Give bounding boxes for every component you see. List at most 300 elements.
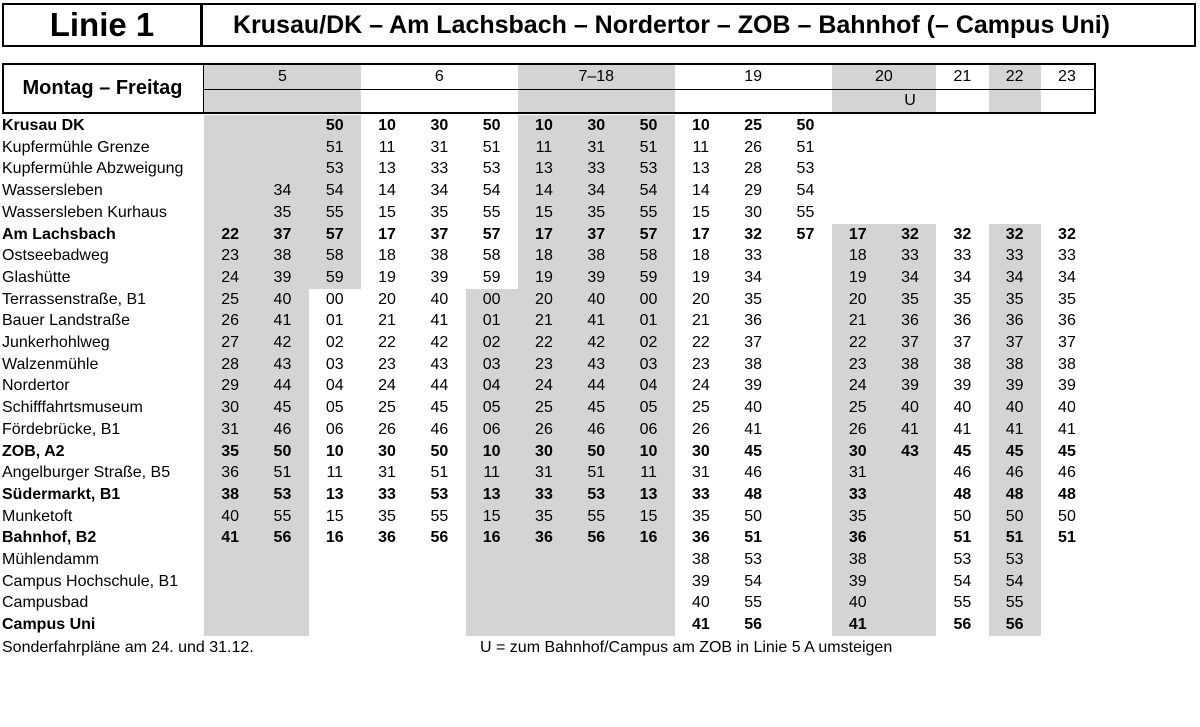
departure-time: 06 [639, 420, 658, 438]
departure-time: 31 [221, 420, 240, 438]
departure-time: 33 [430, 160, 449, 178]
departure-time: 55 [1005, 594, 1024, 612]
departure-time: 26 [378, 420, 396, 438]
cell-shade [884, 484, 936, 506]
departure-time: 25 [691, 399, 710, 417]
stop-name: Walzenmühle [2, 355, 99, 373]
departure-time: 01 [639, 312, 658, 330]
cell-shade [256, 115, 308, 137]
departure-time: 39 [587, 268, 606, 286]
stop-name: Campus Hochschule, B1 [2, 572, 179, 590]
departure-time: 51 [325, 138, 344, 156]
stop-name: Am Lachsbach [2, 225, 116, 243]
cell-shade [204, 180, 256, 202]
departure-time: 33 [691, 485, 710, 503]
cell-shade [466, 592, 518, 614]
stop-name: Nordertor [2, 377, 70, 395]
departure-time: 30 [378, 442, 396, 460]
departure-time: 39 [953, 377, 972, 395]
departure-time: 30 [535, 442, 553, 460]
stop-name: Südermarkt, B1 [2, 485, 121, 503]
departure-time: 31 [848, 464, 867, 482]
departure-time: 04 [325, 377, 344, 395]
stop-name: Campusbad [2, 594, 89, 612]
cell-shade [570, 549, 622, 571]
cell-shade [204, 137, 256, 159]
cell-shade [256, 549, 308, 571]
departure-time: 26 [691, 420, 710, 438]
cell-shade [884, 614, 936, 636]
departure-time: 30 [744, 203, 763, 221]
departure-time: 25 [848, 399, 867, 417]
cell-shade [256, 592, 308, 614]
cell-shade [884, 527, 936, 549]
departure-time: 37 [901, 334, 919, 351]
departure-time: 04 [639, 377, 658, 395]
departure-time: 34 [587, 182, 606, 200]
departure-time: 39 [691, 572, 710, 590]
stop-name: Fördebrücke, B1 [2, 420, 121, 438]
departure-time: 39 [430, 268, 449, 286]
departure-time: 23 [691, 355, 710, 373]
departure-time: 19 [691, 268, 710, 286]
departure-time: 48 [1058, 485, 1076, 503]
cell-shade [466, 614, 518, 636]
departure-time: 50 [744, 507, 763, 525]
departure-time: 36 [691, 529, 710, 547]
departure-time: 33 [378, 485, 396, 503]
departure-time: 55 [325, 203, 344, 221]
departure-time: 53 [325, 160, 344, 178]
departure-time: 42 [430, 334, 449, 351]
departure-time: 03 [325, 355, 344, 373]
departure-time: 41 [1058, 420, 1076, 438]
departure-time: 31 [430, 138, 449, 156]
departure-time: 33 [1058, 247, 1076, 265]
departure-time: 31 [691, 464, 710, 482]
stop-name: Terrassenstraße, B1 [2, 290, 147, 308]
departure-time: 22 [378, 334, 396, 351]
cell-shade [622, 571, 674, 593]
cell-shade [256, 614, 308, 636]
cell-shade [204, 549, 256, 571]
departure-time: 54 [953, 572, 972, 590]
departure-time: 24 [221, 268, 240, 286]
departure-time: 54 [796, 182, 815, 200]
departure-time: 55 [430, 507, 449, 525]
departure-time: 33 [1005, 247, 1024, 265]
departure-time: 39 [901, 377, 919, 395]
departure-time: 10 [535, 117, 553, 134]
departure-time: 24 [691, 377, 710, 395]
departure-time: 53 [639, 160, 658, 178]
departure-time: 50 [953, 507, 972, 525]
departure-time: 22 [221, 225, 240, 243]
stop-name: Wassersleben [2, 182, 103, 200]
departure-time: 18 [378, 247, 396, 265]
departure-time: 23 [378, 355, 396, 373]
departure-time: 41 [221, 529, 240, 547]
departure-time: 46 [430, 420, 449, 438]
departure-time: 25 [535, 399, 553, 417]
departure-time: 38 [744, 355, 763, 373]
departure-time: 15 [535, 203, 553, 221]
departure-time: 39 [744, 377, 763, 395]
departure-time: 33 [587, 160, 606, 178]
cell-shade [204, 158, 256, 180]
departure-time: 35 [535, 507, 553, 525]
cell-shade [622, 549, 674, 571]
departure-time: 27 [221, 334, 240, 351]
departure-time: 23 [535, 355, 553, 373]
departure-time: 34 [1058, 268, 1076, 286]
departure-time: 36 [1005, 312, 1024, 330]
cell-shade [466, 571, 518, 593]
departure-time: 30 [691, 442, 710, 460]
departure-time: 54 [482, 182, 501, 200]
departure-time: 38 [273, 247, 292, 265]
header-mid-rule [204, 89, 1096, 90]
departure-time: 33 [953, 247, 972, 265]
departure-time: 16 [639, 529, 658, 547]
departure-time: 13 [325, 485, 344, 503]
departure-time: 21 [535, 312, 553, 330]
departure-time: 15 [639, 507, 658, 525]
departure-time: 04 [482, 377, 501, 395]
departure-time: 13 [639, 485, 658, 503]
departure-time: 54 [325, 182, 344, 200]
departure-time: 36 [378, 529, 396, 547]
departure-time: 51 [1005, 529, 1024, 547]
stop-name: Angelburger Straße, B5 [2, 464, 171, 482]
departure-time: 35 [378, 507, 396, 525]
stop-name: Junkerhohlweg [2, 334, 110, 351]
departure-time: 29 [744, 182, 763, 200]
departure-time: 56 [587, 529, 606, 547]
departure-time: 53 [273, 485, 292, 503]
departure-time: 40 [901, 399, 919, 417]
header-bottom-rule [2, 112, 1096, 114]
departure-time: 37 [953, 334, 972, 351]
departure-time: 34 [273, 182, 292, 200]
departure-time: 03 [482, 355, 501, 373]
departure-time: 06 [325, 420, 344, 438]
departure-time: 53 [482, 160, 501, 178]
departure-time: 23 [221, 247, 240, 265]
departure-time: 24 [535, 377, 553, 395]
departure-time: 10 [325, 442, 344, 460]
departure-time: 33 [535, 485, 553, 503]
departure-time: 56 [744, 616, 763, 634]
departure-time: 40 [273, 290, 292, 308]
hour-header: 6 [434, 68, 444, 85]
departure-time: 25 [378, 399, 396, 417]
departure-time: 02 [482, 334, 501, 351]
departure-time: 45 [430, 399, 449, 417]
departure-time: 42 [273, 334, 292, 351]
departure-time: 44 [273, 377, 292, 395]
departure-time: 37 [587, 225, 606, 243]
departure-time: 51 [639, 138, 658, 156]
departure-time: 55 [796, 203, 815, 221]
departure-time: 40 [587, 290, 606, 308]
departure-time: 40 [1058, 399, 1076, 417]
departure-time: 38 [691, 551, 710, 568]
stop-name: Bauer Landstraße [2, 312, 131, 330]
departure-time: 55 [639, 203, 658, 221]
departure-time: 21 [378, 312, 396, 330]
departure-time: 46 [273, 420, 292, 438]
departure-time: 39 [1005, 377, 1024, 395]
departure-time: 55 [587, 507, 606, 525]
departure-time: 19 [378, 268, 396, 286]
departure-time: 37 [744, 334, 763, 351]
header-right-rule [1094, 63, 1096, 114]
stop-name: Ostseebadweg [2, 247, 109, 265]
departure-time: 31 [378, 464, 396, 482]
departure-time: 36 [1058, 312, 1076, 330]
departure-time: 05 [325, 399, 344, 417]
departure-time: 11 [535, 138, 553, 156]
departure-time: 36 [953, 312, 972, 330]
cell-shade [622, 614, 674, 636]
departure-time: 17 [691, 225, 710, 243]
departure-time: 21 [848, 312, 867, 330]
departure-time: 45 [1005, 442, 1024, 460]
cell-shade [518, 614, 570, 636]
departure-time: 37 [430, 225, 449, 243]
departure-time: 48 [744, 485, 763, 503]
departure-time: 40 [221, 507, 240, 525]
transfer-marker: U [904, 92, 916, 109]
departure-time: 17 [378, 225, 396, 243]
departure-time: 43 [587, 355, 606, 373]
departure-time: 57 [796, 225, 815, 243]
departure-time: 13 [482, 485, 501, 503]
departure-time: 38 [848, 551, 867, 568]
departure-time: 36 [901, 312, 919, 330]
cell-shade [518, 571, 570, 593]
departure-time: 34 [430, 182, 449, 200]
departure-time: 17 [848, 225, 867, 243]
departure-time: 15 [482, 507, 501, 525]
departure-time: 22 [848, 334, 867, 351]
stop-name: Kupfermühle Grenze [2, 138, 150, 156]
departure-time: 35 [221, 442, 240, 460]
cell-shade [518, 549, 570, 571]
departure-time: 41 [1005, 420, 1024, 438]
departure-time: 54 [639, 182, 658, 200]
line-number-title: Linie 1 [2, 3, 202, 47]
departure-time: 34 [744, 268, 763, 286]
departure-time: 35 [587, 203, 606, 221]
departure-time: 56 [273, 529, 292, 547]
departure-time: 31 [587, 138, 606, 156]
departure-time: 35 [430, 203, 449, 221]
departure-time: 25 [744, 117, 763, 134]
stop-name: Schifffahrtsmuseum [2, 399, 143, 417]
departure-time: 26 [848, 420, 867, 438]
departure-time: 38 [221, 485, 240, 503]
departure-time: 32 [744, 225, 763, 243]
departure-time: 53 [744, 551, 763, 568]
departure-time: 17 [535, 225, 553, 243]
departure-time: 20 [691, 290, 710, 308]
departure-time: 23 [848, 355, 867, 373]
departure-time: 18 [691, 247, 710, 265]
stop-name: Mühlendamm [2, 551, 99, 568]
departure-time: 14 [691, 182, 710, 200]
cell-shade [570, 571, 622, 593]
departure-time: 18 [848, 247, 867, 265]
departure-time: 28 [744, 160, 763, 178]
stop-name: ZOB, A2 [2, 442, 65, 460]
departure-time: 59 [325, 268, 344, 286]
departure-time: 35 [848, 507, 867, 525]
departure-time: 44 [430, 377, 449, 395]
departure-time: 35 [744, 290, 763, 308]
departure-time: 48 [953, 485, 972, 503]
departure-time: 15 [378, 203, 396, 221]
departure-time: 55 [273, 507, 292, 525]
departure-time: 16 [482, 529, 501, 547]
departure-time: 45 [273, 399, 292, 417]
departure-time: 29 [221, 377, 240, 395]
departure-time: 54 [744, 572, 763, 590]
departure-time: 57 [482, 225, 501, 243]
departure-time: 46 [744, 464, 763, 482]
cell-shade [884, 592, 936, 614]
departure-time: 34 [901, 268, 919, 286]
footnote-special-schedules: Sonderfahrpläne am 24. und 31.12. [2, 639, 254, 656]
departure-time: 50 [325, 117, 344, 134]
day-label: Montag – Freitag [22, 76, 183, 99]
departure-time: 39 [848, 572, 867, 590]
departure-time: 56 [1005, 616, 1024, 634]
departure-time: 41 [848, 616, 867, 634]
departure-time: 53 [1005, 551, 1024, 568]
departure-time: 20 [848, 290, 867, 308]
departure-time: 51 [796, 138, 815, 156]
departure-time: 57 [639, 225, 658, 243]
departure-time: 38 [587, 247, 606, 265]
departure-time: 18 [535, 247, 553, 265]
departure-time: 41 [587, 312, 606, 330]
departure-time: 57 [325, 225, 344, 243]
cell-shade [622, 592, 674, 614]
departure-time: 22 [535, 334, 553, 351]
departure-time: 50 [430, 442, 449, 460]
departure-time: 38 [1058, 355, 1076, 373]
cell-shade [466, 549, 518, 571]
departure-time: 40 [1005, 399, 1024, 417]
departure-time: 39 [1058, 377, 1076, 395]
cell-shade [204, 592, 256, 614]
stop-name: Munketoft [2, 507, 73, 525]
hour-header: 20 [874, 68, 893, 85]
departure-time: 37 [1005, 334, 1024, 351]
hour-header: 19 [744, 68, 763, 85]
departure-time: 40 [430, 290, 449, 308]
departure-time: 10 [639, 442, 658, 460]
departure-time: 36 [744, 312, 763, 330]
departure-time: 41 [744, 420, 763, 438]
cell-shade [570, 614, 622, 636]
departure-time: 50 [1058, 507, 1076, 525]
departure-time: 58 [325, 247, 344, 265]
departure-time: 26 [744, 138, 763, 156]
departure-time: 55 [953, 594, 972, 612]
departure-time: 13 [378, 160, 396, 178]
departure-time: 38 [430, 247, 449, 265]
departure-time: 00 [325, 290, 344, 308]
departure-time: 41 [953, 420, 972, 438]
departure-time: 56 [953, 616, 972, 634]
departure-time: 22 [691, 334, 710, 351]
departure-time: 16 [325, 529, 344, 547]
departure-time: 36 [221, 464, 240, 482]
departure-time: 02 [325, 334, 344, 351]
cell-shade [884, 506, 936, 528]
route-title: Krusau/DK – Am Lachsbach – Nordertor – ZOB – Bahnhof (– Campus Uni) [201, 3, 1196, 47]
departure-time: 10 [482, 442, 501, 460]
departure-time: 35 [1005, 290, 1024, 308]
departure-time: 51 [482, 138, 501, 156]
departure-time: 19 [535, 268, 553, 286]
cell-shade [204, 115, 256, 137]
hour-header: 21 [953, 68, 972, 85]
departure-time: 41 [430, 312, 449, 330]
departure-time: 45 [953, 442, 972, 460]
departure-time: 02 [639, 334, 658, 351]
departure-time: 05 [639, 399, 658, 417]
departure-time: 50 [796, 117, 815, 134]
departure-time: 42 [587, 334, 606, 351]
departure-time: 15 [325, 507, 344, 525]
departure-time: 44 [587, 377, 606, 395]
departure-time: 14 [535, 182, 553, 200]
departure-time: 40 [953, 399, 972, 417]
departure-time: 46 [587, 420, 606, 438]
cell-shade [204, 202, 256, 224]
departure-time: 35 [901, 290, 919, 308]
departure-time: 46 [1005, 464, 1024, 482]
departure-time: 36 [848, 529, 867, 547]
cell-shade [518, 592, 570, 614]
departure-time: 01 [482, 312, 501, 330]
hour-header: 23 [1058, 68, 1076, 85]
departure-time: 03 [639, 355, 658, 373]
departure-time: 37 [273, 225, 292, 243]
departure-time: 50 [273, 442, 292, 460]
departure-time: 43 [901, 442, 919, 460]
departure-time: 15 [691, 203, 710, 221]
departure-time: 01 [325, 312, 344, 330]
cell-shade [884, 571, 936, 593]
departure-time: 38 [953, 355, 972, 373]
hour-header: 5 [277, 68, 287, 85]
stop-name: Wassersleben Kurhaus [2, 203, 167, 221]
cell-shade [570, 592, 622, 614]
departure-time: 32 [901, 225, 919, 243]
departure-time: 11 [326, 464, 344, 482]
departure-time: 35 [953, 290, 972, 308]
departure-time: 55 [744, 594, 763, 612]
departure-time: 24 [378, 377, 396, 395]
departure-time: 53 [953, 551, 972, 568]
departure-time: 33 [901, 247, 919, 265]
departure-time: 32 [1058, 225, 1076, 243]
